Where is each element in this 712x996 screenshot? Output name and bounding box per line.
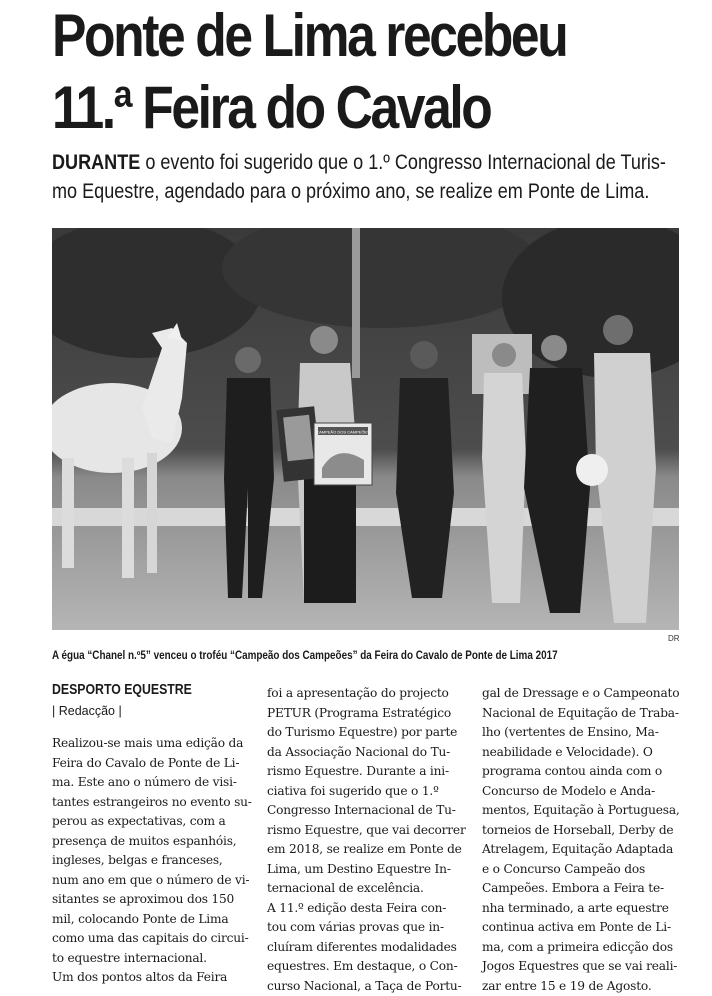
body-line: tantes estrangeiros no evento su- [52,793,249,813]
body-line: ma, com a primeira edicção dos [482,938,679,958]
body-line: A 11.º edição desta Feira con- [267,899,464,919]
body-line: Nacional de Equitação de Traba- [482,704,679,724]
lead-paragraph [52,148,671,206]
body-line: em 2018, se realize em Ponte de [267,840,464,860]
body-line: equestres. Em destaque, o Con- [267,957,464,977]
body-line: Realizou-se mais uma edição da [52,734,249,754]
body-column-3 [482,684,679,996]
body-line: lho (vertentes de Ensino, Ma- [482,723,679,743]
body-line: Feira do Cavalo de Ponte de Li- [52,754,249,774]
body-line: tou com várias provas que in- [267,918,464,938]
trophy-label: CAMPEÃO DOS CAMPEÕES [316,430,370,435]
body-line: num ano em que o número de vi- [52,871,249,891]
headline-line-2: 11.ª Feira do Cavalo [52,72,611,144]
body-line: foi a apresentação do projecto [267,684,464,704]
body-line: rismo Equestre. Durante a ini- [267,762,464,782]
body-line: Atrelagem, Equitação Adaptada [482,840,679,860]
body-line: ingleses, belgas e franceses, [52,851,249,871]
body-line: to equestre internacional. [52,949,249,969]
body-line: zar entre 15 e 19 de Agosto. [482,977,679,996]
body-line: do Turismo Equestre) por parte [267,723,464,743]
body-line: ciativa foi sugerido que o 1.º [267,782,464,802]
body-line: mil, colocando Ponte de Lima [52,910,249,930]
body-line: Lima, um Destino Equestre In- [267,860,464,880]
body-line: Congresso Internacional de Tu- [267,801,464,821]
body-column-2 [267,684,464,996]
photo-illustration [52,228,679,630]
body-line: presença de muitos espanhóis, [52,832,249,852]
body-line: Jogos Equestres que se vai reali- [482,957,679,977]
body-line: curso Nacional, a Taça de Portu- [267,977,464,996]
article-photo [52,228,679,630]
body-line: Concurso de Modelo e Anda- [482,782,679,802]
body-line: mentos, Equitação à Portuguesa, [482,801,679,821]
headline-line-1: Ponte de Lima recebeu [52,0,611,72]
body-line: continua activa em Ponte de Li- [482,918,679,938]
body-line: programa contou ainda com o [482,762,679,782]
lead-text-1: o evento foi sugerido que o 1.º Congresso Internacional de Turis- [140,151,666,174]
photo-caption: A égua “Chanel n.º5” venceu o troféu “Campeão dos Campeões” da Feira do Cavalo de Ponte de Lima 2017 [52,650,602,662]
body-line: como uma das capitais do circui- [52,929,249,949]
body-line: PETUR (Programa Estratégico [267,704,464,724]
body-line: cluíram diferentes modalidades [267,938,464,958]
body-line: ma. Este ano o número de visi- [52,773,249,793]
lead-kicker: DURANTE [52,151,140,174]
lead-line-2: mo Equestre, agendado para o próximo ano, se realize em Ponte de Lima. [52,177,671,206]
body-line: rismo Equestre, que vai decorrer [267,821,464,841]
photo-credit: DR [668,634,680,643]
body-line: gal de Dressage e o Campeonato [482,684,679,704]
body-line: Campeões. Embora a Feira te- [482,879,679,899]
body-line: e o Concurso Campeão dos [482,860,679,880]
body-line: neabilidade e Velocidade). O [482,743,679,763]
body-line: sitantes se aproximou dos 150 [52,890,249,910]
byline: | Redacção | [52,704,122,718]
body-line: torneios de Horseball, Derby de [482,821,679,841]
body-line: da Associação Nacional do Tu- [267,743,464,763]
lead-line-1 [52,148,671,177]
body-line: ternacional de excelência. [267,879,464,899]
body-line: perou as expectativas, com a [52,812,249,832]
body-line: nha terminado, a arte equestre [482,899,679,919]
section-title: DESPORTO EQUESTRE [52,681,192,698]
body-column-1 [52,734,249,988]
body-line: Um dos pontos altos da Feira [52,968,249,988]
headline [52,0,611,144]
